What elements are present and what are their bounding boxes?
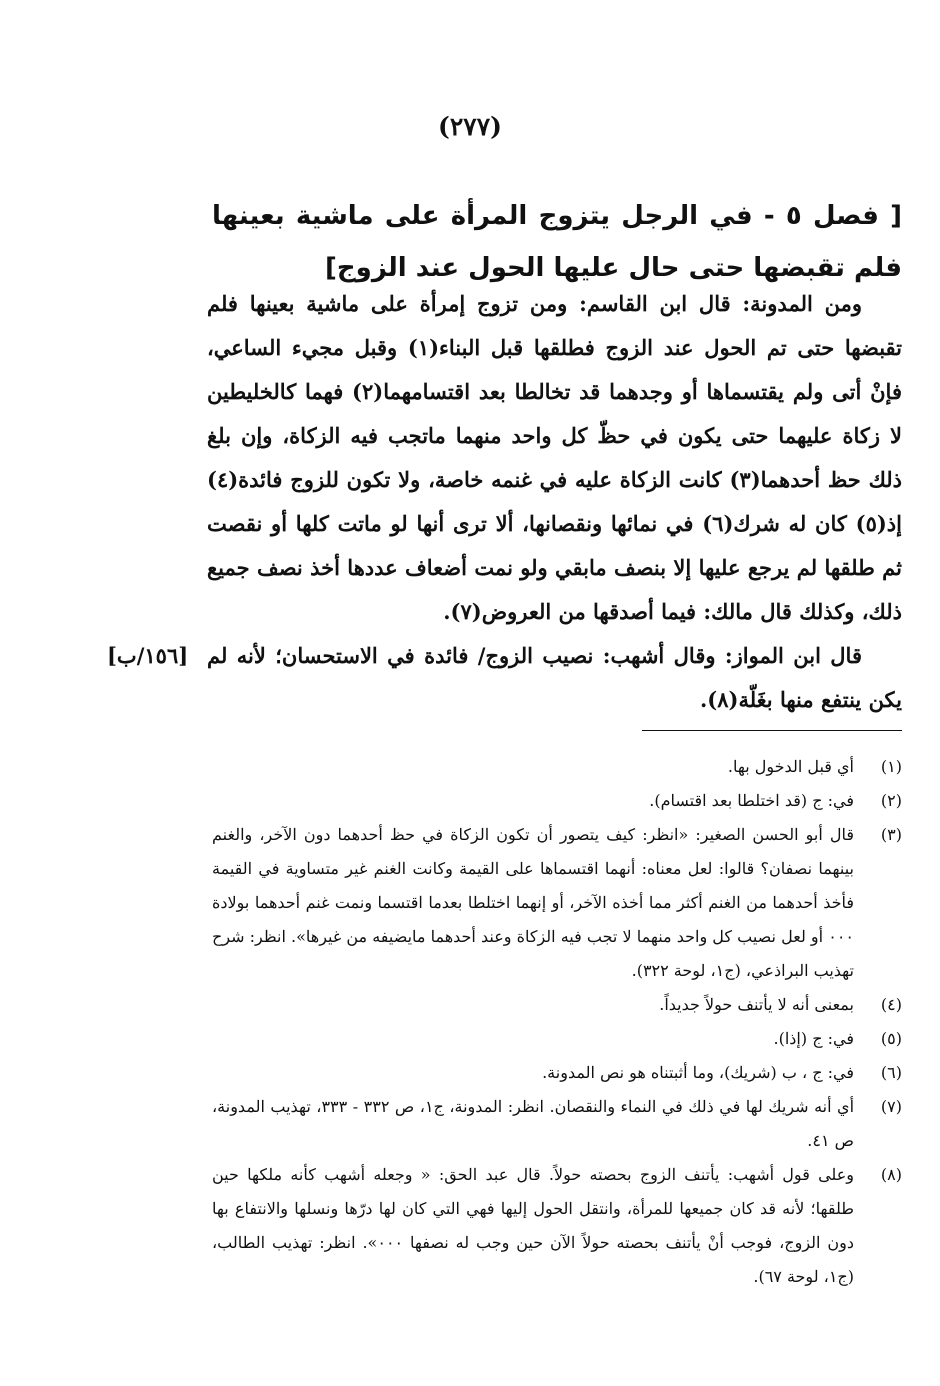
footnote bbox=[212, 750, 902, 784]
footnote-text: قال أبو الحسن الصغير: «انظر: كيف يتصور أن تكون الزكاة في حظ أحدهما دون الآخر، والغنم بينهما نصفان؟ قالوا: لعل معناه: أنهما اقتسماها على القيمة وكانت الغنم غير متساوية في القيمة فأخذ أحدهما من الغنم أكثر مما أخذه الآخر، أو إنهما اختلطا بعدما اقتسما ونمت غنم أحدهما بولادة ٠٠٠ أو لعل نصيب كل واحد منهما لا تجب فيه الزكاة وعند أحدهما مايضيفه من غيرها». انظر: شرح تهذيب البراذعي، (ج١، لوحة ٣٢٢). bbox=[212, 825, 855, 980]
footnote-number: (٨) bbox=[880, 1165, 902, 1184]
footnote bbox=[212, 818, 902, 988]
footnote bbox=[212, 988, 902, 1022]
footnote-text: في: ج (إذا). bbox=[773, 1029, 854, 1048]
footnote bbox=[212, 1158, 902, 1294]
footnote-number: (٦) bbox=[880, 1063, 902, 1082]
footnote-number: (١) bbox=[880, 757, 902, 776]
paragraph-text: قال ابن المواز: وقال أشهب: نصيب الزوج/ فائدة في الاستحسان؛ لأنه لم يكن ينتفع منها بغَلّة(٨). bbox=[207, 643, 902, 712]
footnote-text: في: ج ، ب (شريك)، وما أثبتناه هو نص المدونة. bbox=[542, 1063, 854, 1082]
main-text bbox=[107, 282, 903, 722]
folio-marker: [١٥٦/ب] bbox=[107, 643, 189, 668]
footnote-text: أي قبل الدخول بها. bbox=[727, 757, 854, 776]
section-heading: [ فصل ٥ - في الرجل يتزوج المرأة على ماشية بعينها فلم تقبضها حتى حال عليها الحول عند الزوج] bbox=[212, 201, 902, 283]
footnote-text: في: ج (قد اختلطا بعد اقتسام). bbox=[649, 791, 854, 810]
footnote bbox=[212, 1022, 902, 1056]
footnote-number: (٣) bbox=[880, 825, 902, 844]
footnote bbox=[212, 1056, 902, 1090]
footnote-divider bbox=[642, 730, 902, 731]
footnote-number: (٤) bbox=[880, 995, 902, 1014]
footnote-number: (٧) bbox=[880, 1097, 902, 1116]
footnote-text: بمعنى أنه لا يأتنف حولاً جديداً. bbox=[659, 995, 854, 1014]
paragraph: ومن المدونة: قال ابن القاسم: ومن تزوج إمرأة على ماشية بعينها فلم تقبضها حتى تم الحول عند الزوج فطلقها قبل البناء(١) وقبل مجيء الساعي، فإنْ أتى ولم يقتسماها أو وجدهما قد تخالطا بعد اقتسامهما(٢) فهما كالخليطين لا زكاة عليهما حتى يكون في حظّ كل واحد منهما ماتجب فيه الزكاة، وإن بلغ ذلك حظ أحدهما(٣) كانت الزكاة عليه في غنمه خاصة، ولا تكون للزوج فائدة(٤) إذ(٥) كان له شرك(٦) في نمائها ونقصانها، ألا ترى أنها لو ماتت كلها أو نقصت ثم طلقها لم يرجع عليها إلا بنصف مابقي ولو نمت أضعاف عددها أخذ نصف جميع ذلك، وكذلك قال مالك: فيما أصدقها من العروض(٧). bbox=[207, 291, 903, 624]
footnote-text: وعلى قول أشهب: يأتنف الزوج بحصته حولاً. قال عبد الحق: « وجعله أشهب كأنه ملكها حين طلقها؛ لأنه قد كان جميعها للمرأة، وانتقل الحول إليها فهي التي كان لها درّها ونسلها والانتفاع بها دون الزوج، فوجب أنْ يأتنف بحصته حولاً الآن حين وجب له نصفها ٠٠٠». انظر: تهذيب الطالب، (ج١، لوحة ٦٧). bbox=[212, 1165, 855, 1286]
footnote-text: أي أنه شريك لها في ذلك في النماء والنقصان. انظر: المدونة، ج١، ص ٣٣٢ - ٣٣٣، تهذيب المدونة، ص ٤١. bbox=[212, 1097, 855, 1150]
footnote-number: (٢) bbox=[880, 791, 902, 810]
footnotes bbox=[212, 750, 902, 1294]
paragraph bbox=[107, 634, 902, 722]
footnote bbox=[212, 1090, 902, 1158]
page-number: (٢٧٧) bbox=[438, 112, 502, 141]
footnote-number: (٥) bbox=[880, 1029, 902, 1048]
footnote bbox=[212, 784, 902, 818]
